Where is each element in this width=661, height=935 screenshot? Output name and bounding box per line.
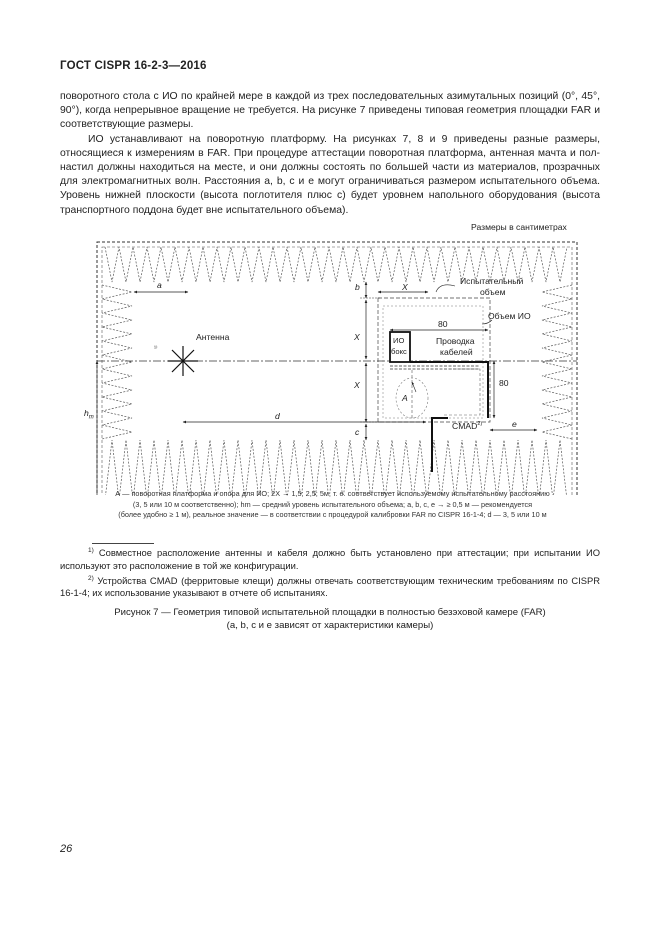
- label-hm: $h_m$: [84, 408, 94, 421]
- caption-title: Рисунок 7 — Геометрия типовой испытательной площадки в полностью безэховой камере (FAR): [114, 607, 546, 618]
- cable-tray-box: [444, 369, 480, 415]
- label-cabling-2: кабелей: [440, 347, 473, 357]
- absorbers-left: [102, 285, 132, 439]
- label-eut-box-2: бокс: [391, 347, 407, 356]
- pointer-A: [412, 382, 416, 392]
- footnote-2: $^{2)}$ Устройства CMAD (ферритовые клещи) должны отвечать соответствующим техническим требованиям по CISPR 16-1-4; их использование указывают в отчете об испытаниях.: [60, 574, 600, 599]
- label-x-horizontal: X: [402, 282, 408, 292]
- figure-far-geometry: [60, 220, 605, 520]
- absorbers-bottom: [105, 440, 567, 495]
- label-eut-box-1: ИО: [393, 336, 405, 345]
- footnote-1: $^{1)}$ Совместное расположение антенны и кабеля должно быть установлено при аттестации; при испытании ИО используют это расположение в той же конфигурации.: [60, 547, 600, 571]
- caption-subtitle: (a, b, c и e зависят от характеристики камеры): [226, 619, 434, 631]
- label-note1-marker: ¹⁾: [154, 346, 158, 352]
- label-test-volume: Испытательный: [460, 276, 524, 286]
- antenna-symbol: [168, 346, 198, 376]
- page-number: 26: [60, 843, 73, 855]
- label-cmad: CMAD$^{2)}$: [452, 421, 483, 431]
- page-header-standard: ГОСТ CISPR 16-2-3—2016: [60, 60, 207, 72]
- body-text: [60, 90, 600, 218]
- label-x-lower: X: [354, 380, 360, 390]
- footnote-divider: [92, 543, 154, 544]
- label-A: A: [402, 393, 408, 403]
- label-e: e: [512, 419, 517, 429]
- label-80-vertical: 80: [499, 378, 509, 388]
- label-test-volume-2: объем: [480, 287, 506, 297]
- legend-line-3: (более удобно ≥ 1 м), реальное значение — в соответствии с процедурой калибровки FAR по CISPR 16-1-4; d — 3, 5 или 10 м: [118, 510, 547, 520]
- far-diagram: [60, 220, 605, 495]
- label-80-horizontal: 80: [438, 319, 448, 329]
- label-eut-volume: Объем ИО: [488, 311, 531, 321]
- label-a: a: [157, 280, 162, 290]
- label-cabling-1: Проводка: [436, 336, 475, 346]
- label-d: d: [275, 411, 280, 421]
- cable-run: [410, 362, 488, 418]
- label-antenna: Антенна: [196, 332, 230, 342]
- label-c: c: [355, 427, 360, 437]
- body-paragraph-2: ИО устанавливают на поворотную платформу. На рисунках 7, 8 и 9 приведены разные размеры, относящиеся к измерениям в FAR. При процедуре аттестации поворотная платформа, антенная мачта и пол-настил должны находиться на месте, и они должны состоять по большей части из материалов, прозрачных для электромагнитных волн. Расстояния a, b, c и e могут ограничиваться размером испытательного объема. Уровень нижней плоскости (высота поглотителя плюс c) будет уровнем напольного оборудования (высота транспортного поддона будет вне испытательного объема).: [60, 133, 600, 216]
- units-note: Размеры в сантиметрах: [471, 222, 567, 232]
- figure-caption: [60, 607, 600, 632]
- cable-to-cmad: [432, 418, 448, 472]
- absorbers-right: [542, 285, 572, 439]
- leader-test-volume: [436, 285, 455, 292]
- body-paragraph-1: поворотного стола с ИО по крайней мере в каждой из трех последовательных азимутальных позиций (0°, 45°, 90°), когда непрерывное вращение не требуется. На рисунке 7 приведены типовая геометрия площадки FAR и соответствующие размеры.: [60, 91, 600, 131]
- label-b: b: [355, 282, 360, 292]
- legend-line-1: А — поворотная платформа и опора для ИО; 2X → 1,5; 2,5; 5м, т. е. соответствует используемому испытательному расстоянию: [115, 489, 550, 498]
- label-x-upper: X: [354, 332, 360, 342]
- footnotes: [60, 545, 600, 601]
- legend-line-2: (3, 5 или 10 м соответственно); hm — средний уровень испытательного объема; a, b, c, e → ≥ 0,5 м — рекомендуется: [132, 499, 533, 509]
- figure-legend: [60, 489, 605, 521]
